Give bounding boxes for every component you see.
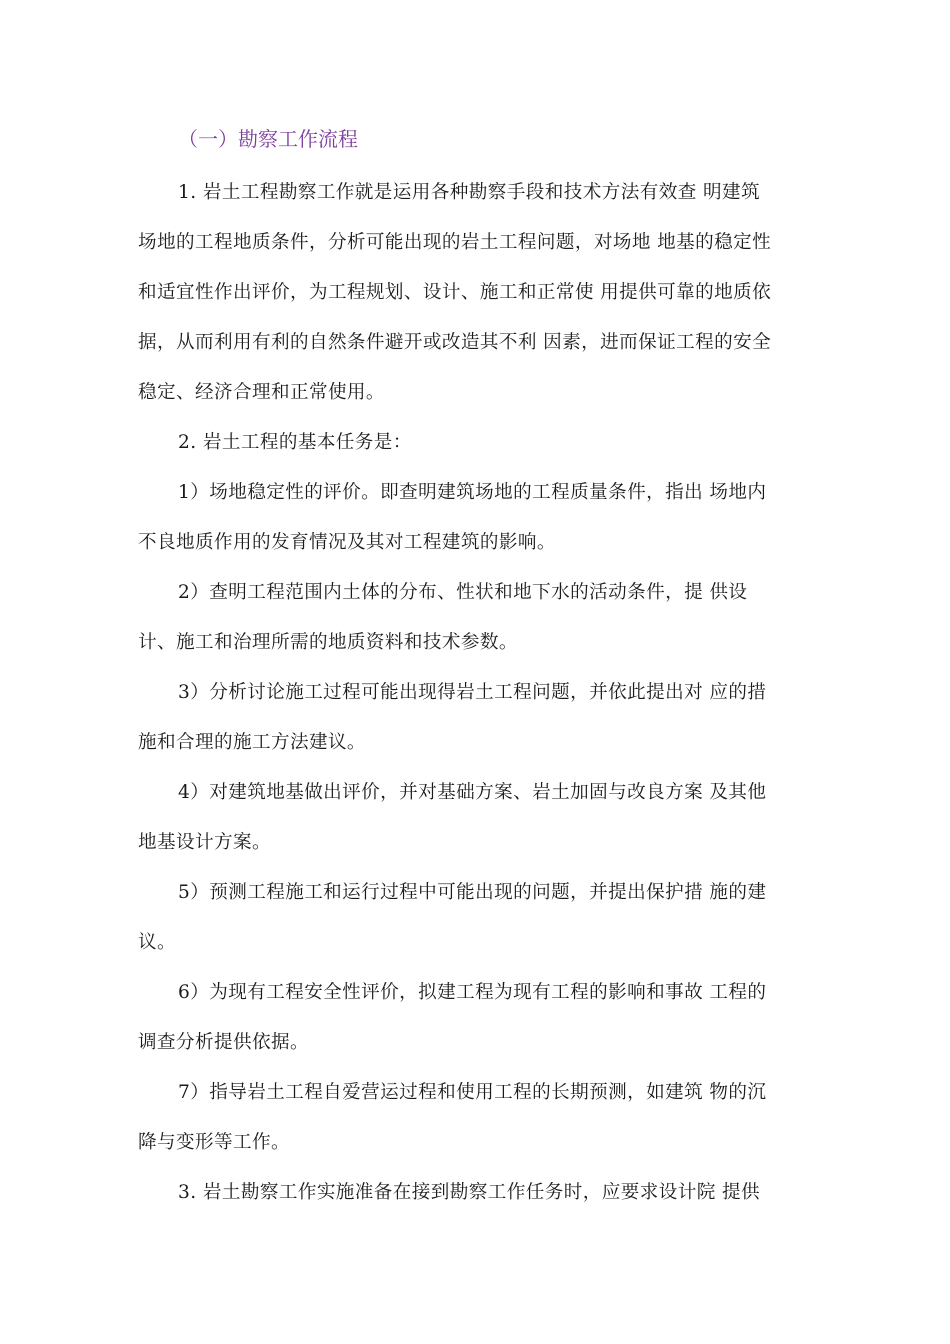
paragraph-line: 7）指导岩土工程自爱营运过程和使用工程的长期预测，如建筑 物的沉	[178, 1082, 767, 1103]
paragraph-line: 计、施工和治理所需的地质资料和技术参数。	[138, 632, 518, 653]
paragraph-line: 地基设计方案。	[138, 832, 271, 853]
paragraph-line: 3）分析讨论施工过程可能出现得岩土工程问题，并依此提出对 应的措	[178, 682, 767, 703]
paragraph-line: 3. 岩土勘察工作实施准备在接到勘察工作任务时，应要求设计院 提供	[178, 1182, 760, 1203]
paragraph-line: 施和合理的施工方法建议。	[138, 732, 366, 753]
paragraph	[138, 868, 822, 968]
document-body	[138, 168, 822, 1218]
paragraph	[138, 1168, 822, 1218]
paragraph	[138, 968, 822, 1068]
paragraph-line: 4）对建筑地基做出评价，并对基础方案、岩土加固与改良方案 及其他	[178, 782, 767, 803]
paragraph-line: 不良地质作用的发育情况及其对工程建筑的影响。	[138, 532, 556, 553]
paragraph	[138, 668, 822, 768]
section-heading: （一）勘察工作流程	[178, 127, 358, 151]
document-page	[138, 118, 822, 1218]
paragraph	[138, 418, 822, 468]
paragraph-line: 议。	[138, 932, 176, 953]
paragraph	[138, 1068, 822, 1168]
paragraph-line: 降与变形等工作。	[138, 1132, 290, 1153]
paragraph	[138, 568, 822, 668]
paragraph-line: 5）预测工程施工和运行过程中可能出现的问题，并提出保护措 施的建	[178, 882, 767, 903]
paragraph	[138, 168, 822, 418]
paragraph-line: 2）查明工程范围内土体的分布、性状和地下水的活动条件，提 供设	[178, 582, 748, 603]
paragraph-line: 1. 岩土工程勘察工作就是运用各种勘察手段和技术方法有效查 明建筑	[178, 182, 760, 203]
paragraph-line: 6）为现有工程安全性评价，拟建工程为现有工程的影响和事故 工程的	[178, 982, 767, 1003]
paragraph-line: 1）场地稳定性的评价。即查明建筑场地的工程质量条件，指出 场地内	[178, 482, 767, 503]
paragraph-line: 2. 岩土工程的基本任务是：	[178, 432, 412, 453]
paragraph-line: 据，从而利用有利的自然条件避开或改造其不利 因素，进而保证工程的安全	[138, 332, 772, 353]
paragraph	[138, 468, 822, 568]
paragraph-line: 场地的工程地质条件，分析可能出现的岩土工程问题，对场地 地基的稳定性	[138, 232, 772, 253]
paragraph-line: 稳定、经济合理和正常使用。	[138, 382, 385, 403]
paragraph-line: 调查分析提供依据。	[138, 1032, 309, 1053]
paragraph	[138, 768, 822, 868]
paragraph-line: 和适宜性作出评价，为工程规划、设计、施工和正常使 用提供可靠的地质依	[138, 282, 772, 303]
